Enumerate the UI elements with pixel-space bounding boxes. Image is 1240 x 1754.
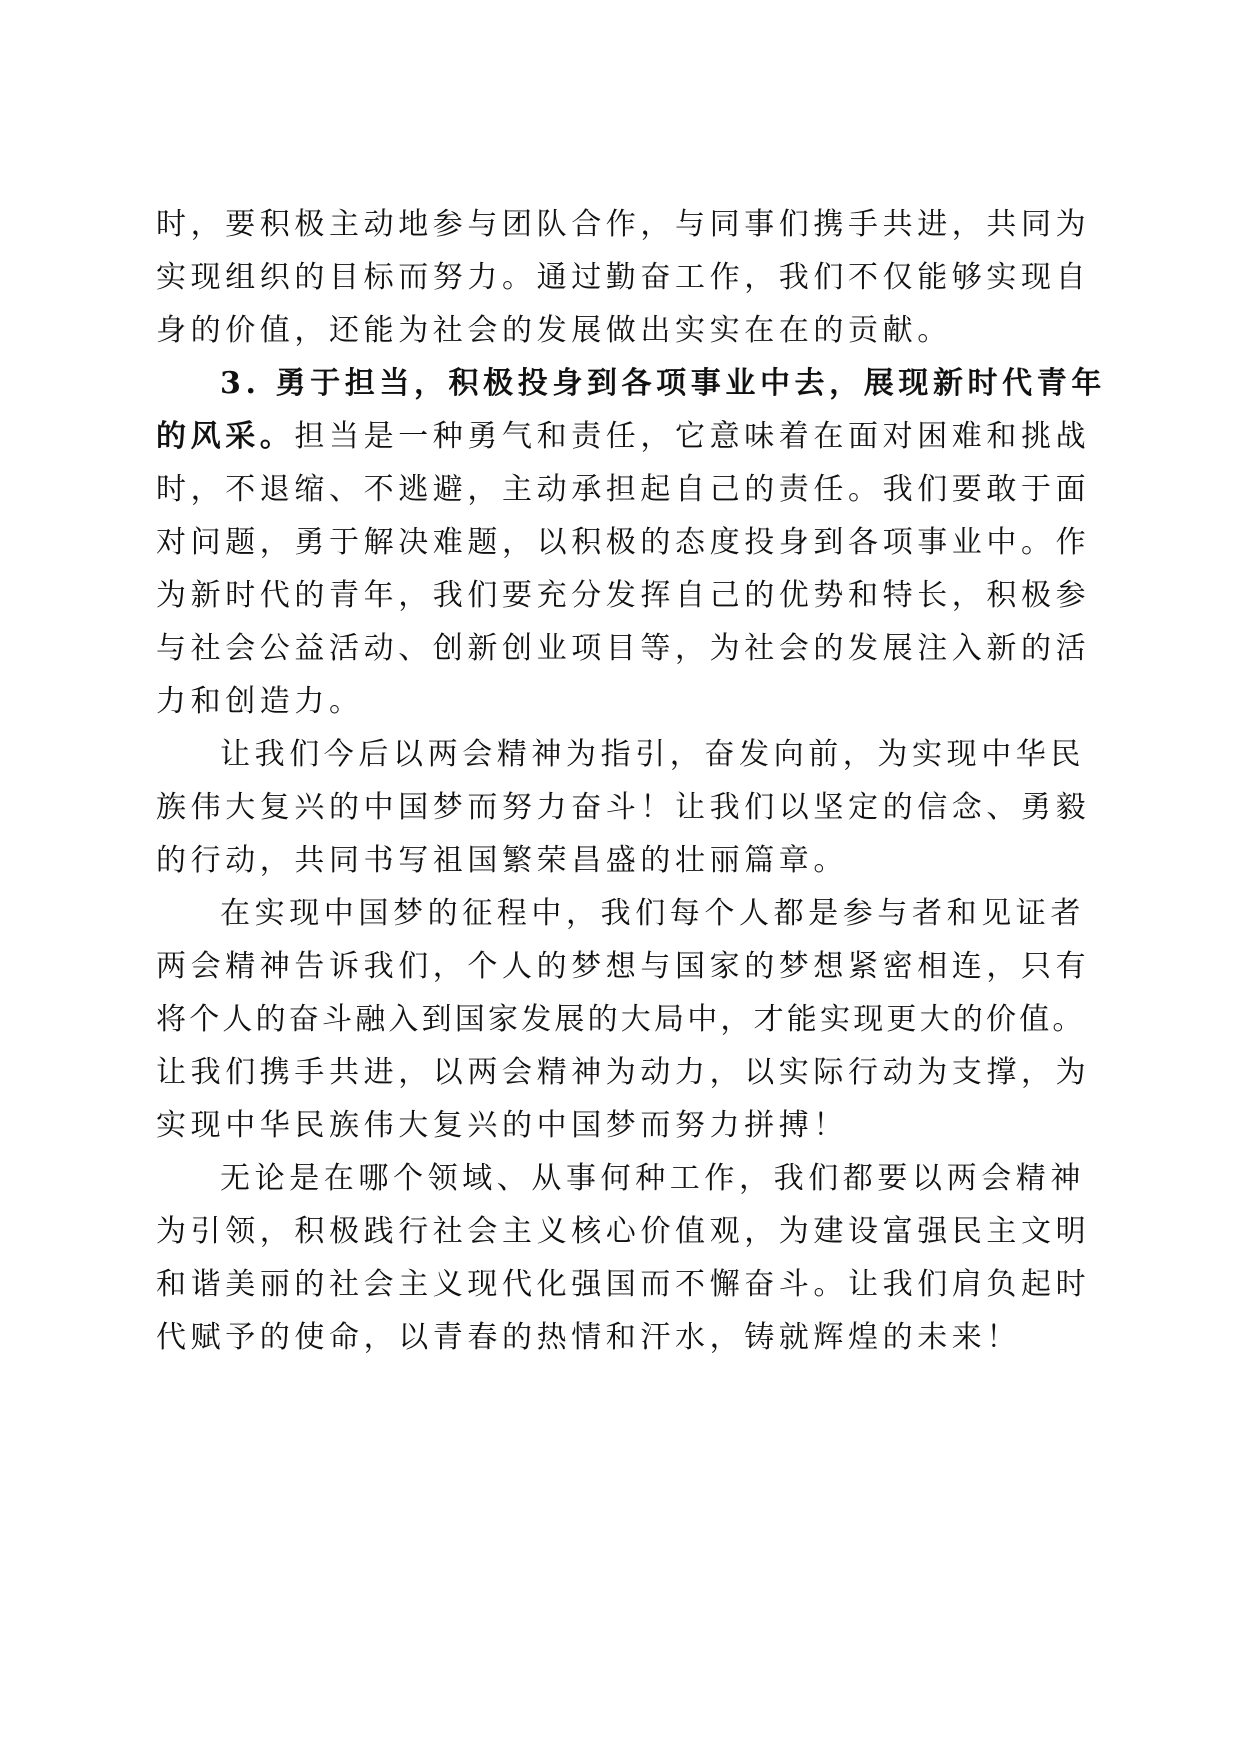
text-line: 为引领，积极践行社会主义核心价值观，为建设富强民主文明 [156, 1214, 1091, 1249]
paragraph-2 [156, 357, 1106, 728]
paragraph-text: 担当是一种勇气和责任，它意味着在面对困难和挑战 [294, 419, 1091, 454]
section-heading-end: 的风采。 [156, 419, 295, 454]
text-line: 实现组织的目标而努力。通过勤奋工作，我们不仅能够实现自 [156, 260, 1091, 295]
text-line: 在实现中国梦的征程中，我们每个人都是参与者和见证者 [220, 896, 1085, 931]
text-line: 和谐美丽的社会主义现代化强国而不懈奋斗。让我们肩负起时 [156, 1267, 1091, 1302]
text-line: 身的价值，还能为社会的发展做出实实在在的贡献。 [156, 313, 952, 348]
section-heading: 3. 勇于担当，积极投身到各项事业中去，展现新时代青年 [220, 366, 1106, 401]
text-line: 让我们今后以两会精神为指引，奋发向前，为实现中华民 [220, 737, 1085, 772]
text-line: 时，要积极主动地参与团队合作，与同事们携手共进，共同为 [156, 207, 1091, 242]
text-line: 力和创造力。 [156, 684, 364, 719]
text-line: 时，不退缩、不逃避，主动承担起自己的责任。我们要敢于面 [156, 472, 1091, 507]
text-line: 实现中华民族伟大复兴的中国梦而努力拼搏！ [156, 1108, 848, 1143]
text-line: 为新时代的青年，我们要充分发挥自己的优势和特长，积极参 [156, 578, 1091, 613]
text-line: 代赋予的使命，以青春的热情和汗水，铸就辉煌的未来！ [156, 1320, 1021, 1355]
text-line: 族伟大复兴的中国梦而努力奋斗！让我们以坚定的信念、勇毅 [156, 790, 1091, 825]
text-line: 与社会公益活动、创新创业项目等，为社会的发展注入新的活 [156, 631, 1091, 666]
text-line [156, 410, 1091, 463]
text-line [156, 357, 1106, 410]
paragraph-4 [156, 887, 1091, 1152]
document-body [156, 198, 1106, 1364]
text-line: 的行动，共同书写祖国繁荣昌盛的壮丽篇章。 [156, 843, 848, 878]
text-line: 对问题，勇于解决难题，以积极的态度投身到各项事业中。作 [156, 525, 1091, 560]
text-line: 让我们携手共进，以两会精神为动力，以实际行动为支撑，为 [156, 1055, 1091, 1090]
text-line: 无论是在哪个领域、从事何种工作，我们都要以两会精神 [220, 1161, 1085, 1196]
paragraph-5 [156, 1152, 1091, 1364]
text-line: 将个人的奋斗融入到国家发展的大局中，才能实现更大的价值。 [156, 1002, 1086, 1037]
paragraph-3 [156, 728, 1091, 887]
text-line: 两会精神告诉我们，个人的梦想与国家的梦想紧密相连，只有 [156, 949, 1091, 984]
paragraph-1 [156, 198, 1091, 357]
